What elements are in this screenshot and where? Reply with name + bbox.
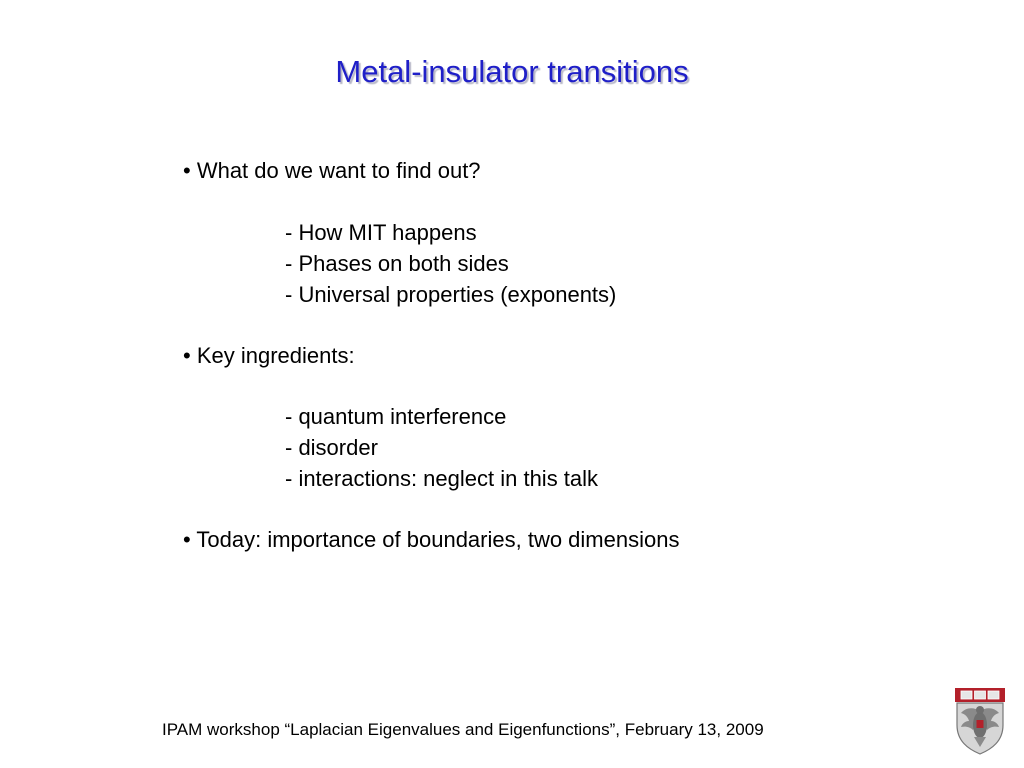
slide-footer: IPAM workshop “Laplacian Eigenvalues and Eigenfunctions”, February 13, 2009	[162, 720, 764, 739]
subitem-how-mit-happens: - How MIT happens	[285, 220, 477, 245]
subitem-universal-properties: - Universal properties (exponents)	[285, 282, 617, 307]
university-crest-logo	[952, 687, 1008, 755]
subitem-quantum-interference: - quantum interference	[285, 404, 507, 429]
subitem-interactions: - interactions: neglect in this talk	[285, 466, 599, 491]
bullet-key-ingredients: • Key ingredients:	[183, 343, 355, 368]
bullet-find-out: • What do we want to find out?	[183, 158, 481, 183]
slide-title: Metal-insulator transitions	[335, 54, 689, 89]
subitem-phases-both-sides: - Phases on both sides	[285, 251, 509, 276]
subitem-disorder: - disorder	[285, 435, 378, 460]
bullet-today: • Today: importance of boundaries, two dimensions	[183, 527, 680, 552]
